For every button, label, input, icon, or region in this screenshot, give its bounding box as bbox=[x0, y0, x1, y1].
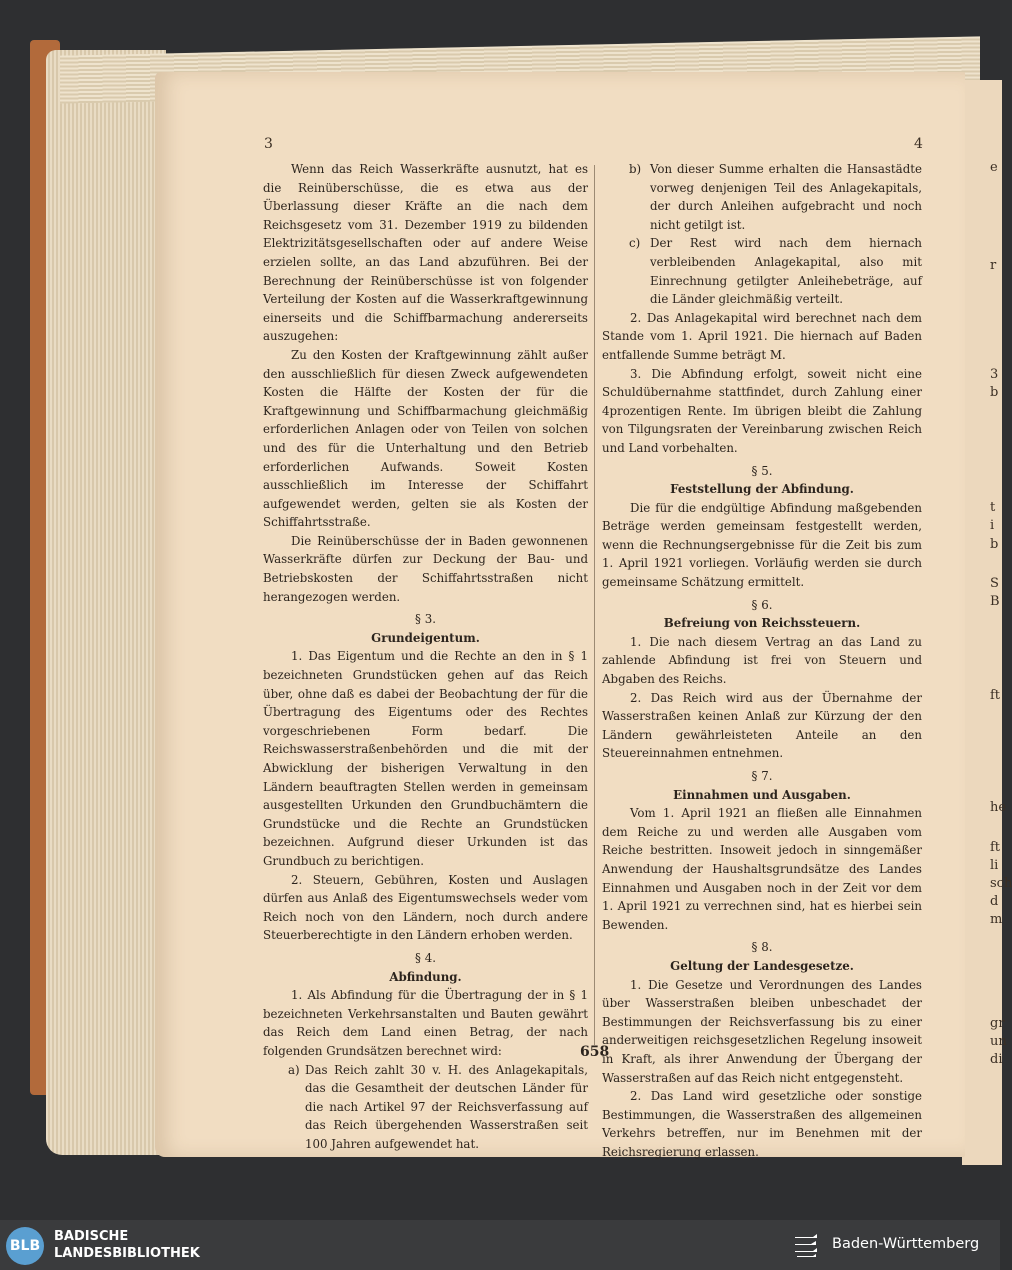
paragraph: 3. Die Abfindung erfolgt, soweit nicht eine Schuldübernahme stattfindet, durch Zahlung einer 4prozentigen Rente. Im übrigen bleibt die Zahlung von Tilgungsraten der Vereinbarung zwischen Reich und Land vorbehalten. bbox=[602, 366, 922, 455]
next-page-fragment: he bbox=[990, 800, 1007, 815]
next-page-fragment: b bbox=[990, 385, 999, 400]
list-item-text: Der Rest wird nach dem hiernach verbleibenden Anlagekapital, also mit Einrechnung getilgter Anleihebeträge, auf die Länder gleichmäßig verteilt. bbox=[650, 236, 922, 307]
next-page-fragment: di bbox=[990, 1052, 1003, 1067]
blb-name-line1: BADISCHE bbox=[54, 1229, 129, 1244]
blb-name[interactable] bbox=[54, 1228, 200, 1262]
paragraph: Die für die endgültige Abfindung maßgebenden Beträge werden gemeinsam festgestellt werden, wenn die Rechnungsergebnisse für die Zeit bis zum 1. April 1921 vorliegen. Vorläufig werden sie durch gemeinsame Schätzung ermittelt. bbox=[602, 500, 922, 590]
list-marker: a) bbox=[288, 1062, 300, 1077]
paragraph: Vom 1. April 1921 an fließen alle Einnahmen dem Reiche zu und werden alle Ausgaben vom Reiche bestritten. Insoweit jedoch in sinngemäßer Anwendung der Haushaltsgrundsätze des Landes Einnahmen und Ausgaben noch in der Zeit vor dem 1. April 1921 zu verrechnen sind, hat es hierbei sein Bewenden. bbox=[602, 806, 922, 932]
next-page-fragment: 3 bbox=[990, 367, 999, 382]
next-page-fragment: e bbox=[990, 160, 998, 175]
section-number: § 3. bbox=[415, 612, 436, 627]
section-heading: Abfindung. bbox=[389, 969, 462, 984]
paragraph: 1. Die nach diesem Vertrag an das Land zu zahlende Abfindung ist frei von Steuern und Abgaben des Reichs. bbox=[602, 634, 922, 687]
left-page-number: 3 bbox=[264, 136, 273, 152]
baden-wuerttemberg-label[interactable]: Baden-Württemberg bbox=[832, 1236, 980, 1252]
column-divider bbox=[594, 165, 595, 1045]
list-item bbox=[602, 234, 922, 308]
next-page-fragment: gr bbox=[990, 1016, 1005, 1031]
list-item bbox=[263, 1061, 588, 1154]
next-page-fragment: ft bbox=[990, 688, 1001, 703]
next-page-fragment: sch bbox=[990, 876, 1012, 891]
list-item-text: Von dieser Summe erhalten die Hansastädte vorweg denjenigen Teil des Anlagekapitals, der durch Anleihen aufgebracht und noch nicht getilgt ist. bbox=[650, 162, 922, 232]
section-number: § 5. bbox=[751, 463, 773, 478]
paragraph: Zu den Kosten der Kraftgewinnung zählt außer den ausschließlich für diesen Zweck aufgewendeten Kosten die Hälfte der Kosten der für die Kraftgewinnung und Schiffbarmachung gleichmäßig erforderlichen Anlagen oder von Teilen von solchen und des für die Unterhaltung und den Betrieb erforderlichen Aufwands. Soweit Kosten ausschließlich im Interesse der Schiffahrt aufgewendet werden, gelten sie als Kosten der Schiffahrtsstraße. bbox=[263, 347, 588, 530]
paragraph: 2. Das Anlagekapital wird berechnet nach dem Stande vom 1. April 1921. Die hiernach auf Baden entfallende Summe beträgt M. bbox=[602, 310, 922, 362]
section-heading: Einnahmen und Ausgaben. bbox=[673, 787, 851, 802]
list-marker: b) bbox=[629, 162, 642, 176]
list-item bbox=[602, 160, 922, 234]
section-heading: Befreiung von Reichssteuern. bbox=[663, 616, 861, 631]
next-page-fragment: b bbox=[990, 537, 999, 552]
section-number: § 7. bbox=[751, 769, 773, 783]
section-number: § 8. bbox=[751, 940, 773, 955]
next-page-fragment: d bbox=[990, 894, 999, 909]
folio-number: 658 bbox=[580, 1044, 610, 1060]
paragraph: 2. Das Reich wird aus der Übernahme der Wasserstraßen keinen Anlaß zur Kürzung der den Ländern gewährleisteten Anteile an den Steuereinnahmen entnehmen. bbox=[602, 690, 922, 761]
next-page-fragment: t bbox=[990, 500, 996, 515]
next-page-fragment: r bbox=[990, 258, 997, 273]
next-page-fragment: li bbox=[990, 858, 999, 873]
section-heading: Feststellung der Abfindung. bbox=[670, 482, 854, 497]
section-heading: Grundeigentum. bbox=[371, 630, 480, 645]
right-page-number: 4 bbox=[914, 136, 923, 152]
paragraph: Die Reinüberschüsse der in Baden gewonnenen Wasserkräfte dürfen zur Deckung der Bau- und Betriebskosten der Schiffahrtsstraßen nicht herangezogen werden. bbox=[263, 533, 588, 604]
section-number: § 4. bbox=[415, 950, 436, 965]
next-page-fragment: i bbox=[990, 518, 995, 533]
section-heading: Geltung der Landesgesetze. bbox=[670, 958, 854, 973]
right-column bbox=[602, 160, 922, 1161]
next-page-fragment: S bbox=[990, 576, 999, 591]
page-stack-left bbox=[46, 50, 166, 1155]
baden-wuerttemberg-lion-icon bbox=[792, 1231, 822, 1261]
list-marker: c) bbox=[629, 236, 641, 251]
blb-name-line2: LANDESBIBLIOTHEK bbox=[54, 1246, 200, 1261]
paragraph: 1. Das Eigentum und die Rechte an den in § 1 bezeichneten Grundstücken gehen auf das Reich über, ohne daß es dabei der Beobachtung der für die Übertragung des Eigentums oder des Rechtes vorgeschriebenen Form bedarf. Die Reichswasserstraßenbehörden und die mit der Abwicklung der bisherigen Verwaltung in den Ländern beauftragten Stellen werden in gemeinsam ausgestellten Urkunden den Grundbuchämtern die Grundstücke und die Rechte an Grundstücken bezeichnen. Aufgrund dieser Urkunden ist das Grundbuch zu berichtigen. bbox=[263, 649, 588, 868]
blb-logo[interactable]: BLB bbox=[6, 1227, 44, 1265]
paragraph: 2. Das Land wird gesetzliche oder sonstige Bestimmungen, die Wasserstraßen des allgemeinen Verkehrs betreffen, nur im Benehmen mit der Reichsregierung erlassen. bbox=[602, 1089, 922, 1159]
right-page-edge bbox=[962, 80, 1002, 1165]
paragraph: 2. Steuern, Gebühren, Kosten und Auslagen dürfen aus Anlaß des Eigentumswechsels weder vom Reich noch von den Ländern, noch durch andere Steuerberechtigte in den Ländern erhoben werden. bbox=[263, 872, 588, 943]
paragraph: 1. Als Abfindung für die Übertragung der in § 1 bezeichneten Verkehrsanstalten und Bauten gewährt das Reich dem Land einen Betrag, der nach folgenden Grundsätzen berechnet wird: bbox=[263, 988, 588, 1058]
next-page-fragment: un bbox=[990, 1034, 1007, 1049]
paragraph: 1. Die Gesetze und Verordnungen des Landes über Wasserstraßen bleiben unbeschadet der Bestimmungen der Reichsverfassung bis zu einer anderweitigen reichsgesetzlichen Regelung insoweit in Kraft, als ihrer Anwendung der Übergang der Wasserstraßen auf das Reich nicht entgegensteht. bbox=[602, 977, 922, 1085]
list-item-text: Das Reich zahlt 30 v. H. des Anlagekapitals, das die Gesamtheit der deutschen Länder für die nach Artikel 97 der Reichsverfassung auf das Reich übergehenden Wasserstraßen seit 100 Jahren aufgewendet hat. bbox=[305, 1062, 588, 1151]
next-page-fragment: m bbox=[990, 912, 1003, 927]
left-column bbox=[263, 160, 588, 1153]
paragraph: Wenn das Reich Wasserkräfte ausnutzt, hat es die Reinüberschüsse, die es etwa aus der Überlassung dieser Kräfte an die nach dem Reichsgesetz vom 31. Dezember 1919 zu bildenden Elektrizitätsgesellschaften oder auf andere Weise erzielen sollte, an das Land abzuführen. Bei der Berechnung der Reinüberschüsse ist von folgender Verteilung der Kosten auf die Wasserkraftgewinnung einerseits und die Schiffbarmachung andererseits auszugehen: bbox=[263, 162, 588, 344]
next-page-fragment: B bbox=[990, 594, 1000, 609]
next-page-fragment: ft bbox=[990, 840, 1001, 855]
section-number: § 6. bbox=[751, 597, 773, 612]
